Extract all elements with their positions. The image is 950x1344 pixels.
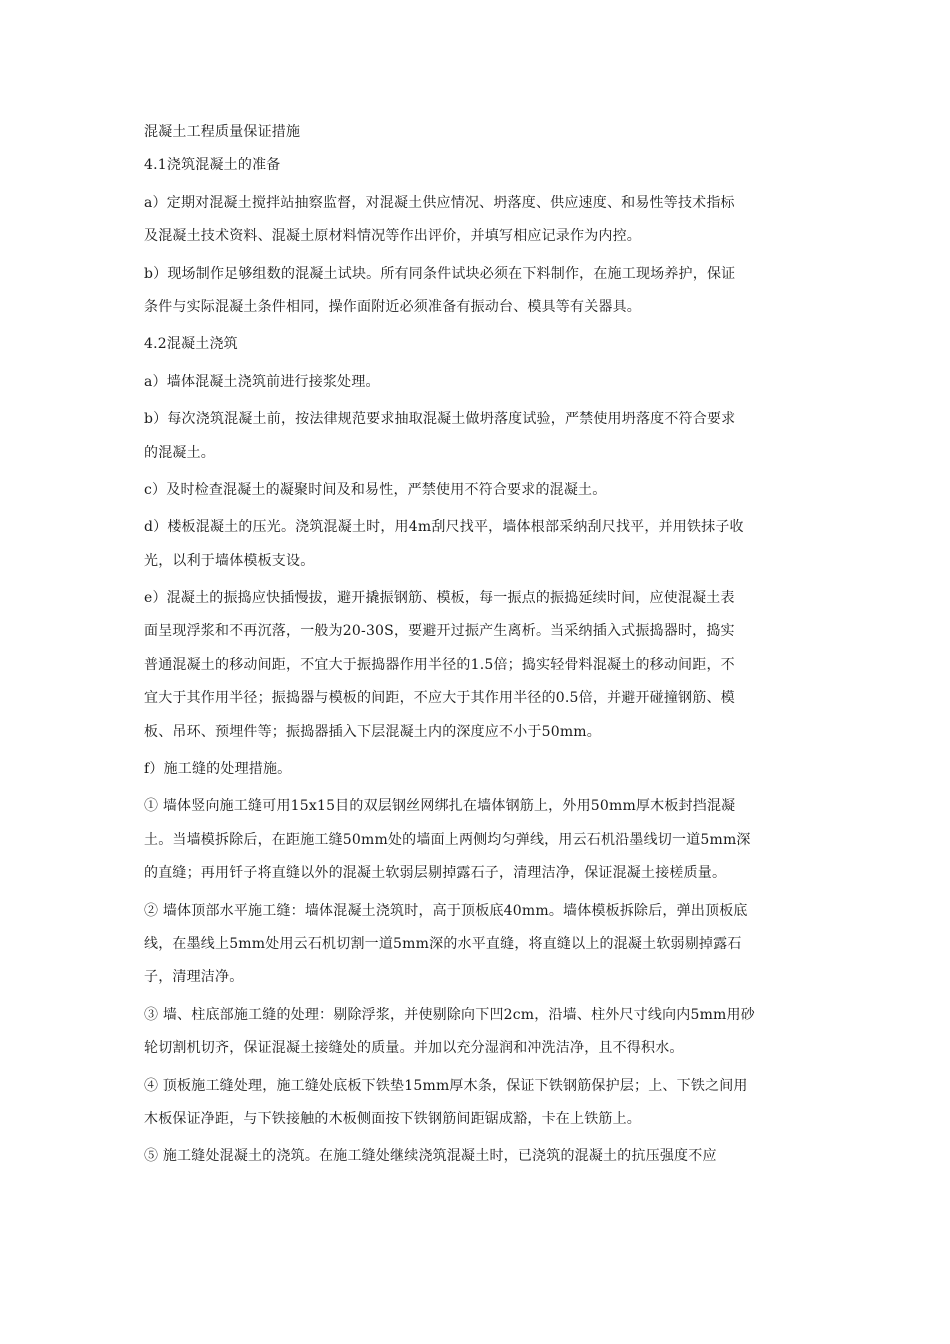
paragraph [144,790,816,890]
paragraph [144,999,816,1066]
text-line: ④ 顶板施工缝处理，施工缝处底板下铁垫15mm厚木条，保证下铁钢筋保护层；上、下铁之间用 [144,1077,748,1094]
text-line: 木板保证净距，与下铁接触的木板侧面按下铁钢筋间距锯成豁，卡在上铁筋上。 [144,1110,641,1127]
text-line: 的混凝土。 [144,444,215,461]
text-line: 普通混凝土的移动间距，不宜大于振捣器作用半径的1.5倍；捣实轻骨料混凝土的移动间距，不 [144,656,735,673]
paragraph [144,895,816,995]
text-line: 轮切割机切齐，保证混凝土接缝处的质量。并加以充分湿润和冲洗洁净，且不得积水。 [144,1040,684,1057]
paragraph [144,187,816,254]
paragraph [144,1070,816,1137]
text-line: 线，在墨线上5mm处用云石机切割一道5mm深的水平直缝，将直缝以上的混凝土软弱剔掉露石 [144,935,742,952]
paragraph [144,1140,816,1173]
paragraph [144,753,816,786]
text-line: 宜大于其作用半径；振捣器与模板的间距，不应大于其作用半径的0.5倍，并避开碰撞钢筋、模 [144,690,735,707]
paragraph [144,403,816,470]
text-line: 及混凝土技术资料、混凝土原材料情况等作出评价，并填写相应记录作为内控。 [144,228,641,245]
text-line: d）楼板混凝土的压光。浇筑混凝土时，用4m刮尺找平，墙体根部采纳刮尺找平，并用铁抹子收 [144,519,744,536]
text-line: 面呈现浮浆和不再沉落，一般为20-30S，要避开过振产生离析。当采纳插入式振捣器时，捣实 [144,623,735,640]
paragraph [144,328,816,361]
document-body [144,116,816,1178]
paragraph [144,366,816,399]
paragraph [144,474,816,507]
paragraph [144,149,816,182]
text-line: ① 墙体竖向施工缝可用15x15目的双层钢丝网绑扎在墙体钢筋上，外用50mm厚木板封挡混凝 [144,798,736,815]
text-line: 子，清理洁净。 [144,969,244,986]
paragraph [144,258,816,325]
text-line: ② 墙体顶部水平施工缝：墙体混凝土浇筑时，高于顶板底40mm。墙体模板拆除后，弹出顶板底 [144,902,748,919]
text-line: a）定期对混凝土搅拌站抽察监督，对混凝土供应情况、坍落度、供应速度、和易性等技术指标 [144,194,735,211]
text-line: 的直缝；再用钎子将直缝以外的混凝土软弱层剔掉露石子，清理洁净，保证混凝土接槎质量。 [144,865,727,882]
text-line: c）及时检查混凝土的凝聚时间及和易性，严禁使用不符合要求的混凝土。 [144,481,607,498]
text-line: 土。当墙模拆除后，在距施工缝50mm处的墙面上两侧均匀弹线，用云石机沿墨线切一道5mm深 [144,831,751,848]
text-line: b）现场制作足够组数的混凝土试块。所有同条件试块必须在下料制作，在施工现场养护，保证 [144,265,736,282]
paragraph [144,511,816,578]
text-line: b）每次浇筑混凝土前，按法律规范要求抽取混凝土做坍落度试验，严禁使用坍落度不符合要求 [144,411,736,428]
paragraph-list [144,149,816,1177]
text-line: 光，以利于墙体模板支设。 [144,552,315,569]
text-line: ⑤ 施工缝处混凝土的浇筑。在施工缝处继续浇筑混凝土时，已浇筑的混凝土的抗压强度不应 [144,1148,717,1165]
paragraph-gap [144,1174,816,1178]
text-line: 混凝土工程质量保证措施 [144,124,301,140]
text-line: 板、吊环、预埋件等；振捣器插入下层混凝土内的深度应不小于50mm。 [144,723,601,740]
text-line: ③ 墙、柱底部施工缝的处理：剔除浮浆，并使剔除向下凹2cm，沿墙、柱外尺寸线向内5mm用砂 [144,1006,755,1023]
text-line: 条件与实际混凝土条件相同，操作面附近必须准备有振动台、模具等有关器具。 [144,298,641,315]
text-line: 4.1浇筑混凝土的准备 [144,157,281,174]
document-title [144,116,816,149]
paragraph [144,582,816,749]
text-line: e）混凝土的振捣应快插慢拔，避开撬振钢筋、模板，每一振点的振捣延续时间，应使混凝土表 [144,590,735,607]
text-line: 4.2混凝土浇筑 [144,336,238,353]
text-line: a）墙体混凝土浇筑前进行接浆处理。 [144,373,380,390]
text-line: f）施工缝的处理措施。 [144,761,292,778]
